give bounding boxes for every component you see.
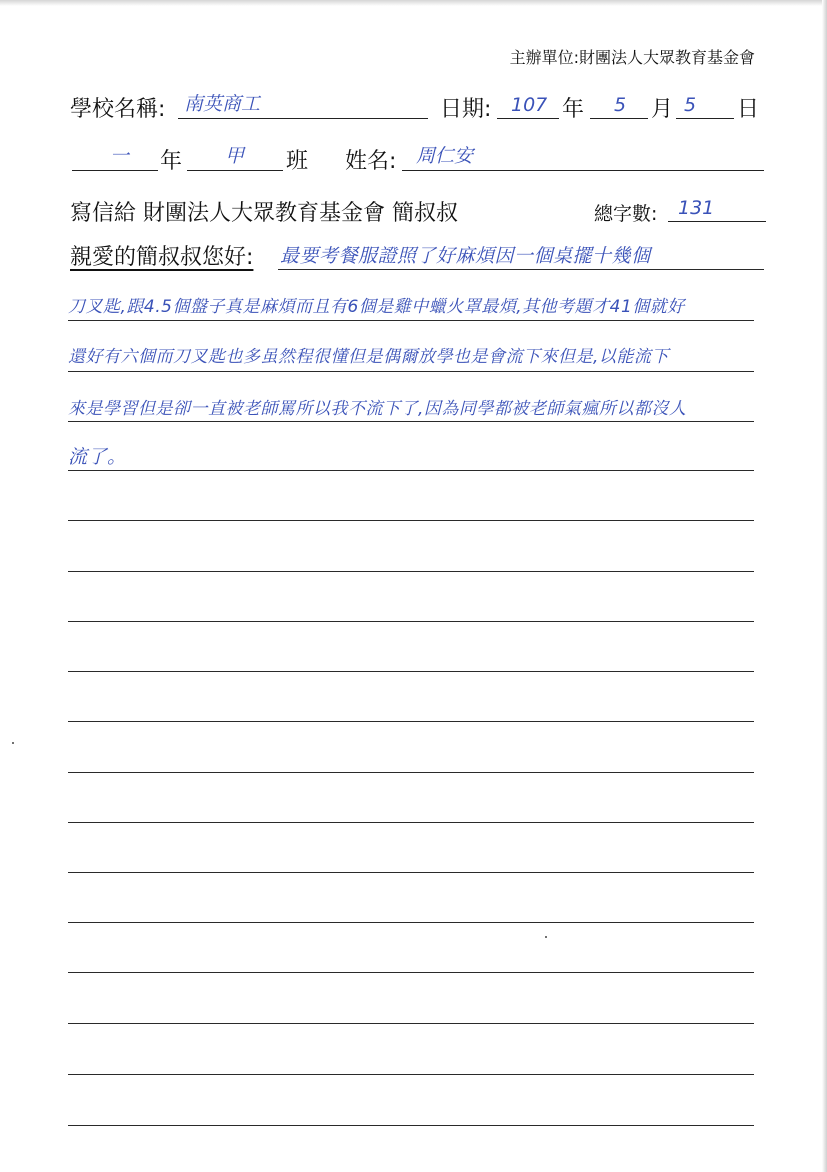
wordcount-field[interactable] <box>668 191 766 222</box>
ruled-line <box>68 621 754 622</box>
ruled-line <box>68 721 754 722</box>
scan-speck <box>12 742 14 744</box>
ruled-line <box>68 822 754 823</box>
ruled-line <box>68 972 754 973</box>
grade-field[interactable] <box>72 140 158 171</box>
date-label: 日期: <box>440 97 492 122</box>
letter-line-1: 最要考餐服證照了好麻煩因一個桌擺十幾個 <box>280 245 651 267</box>
letter-line-4: 來是學習但是卻一直被老師罵所以我不流下了,因為同學都被老師氣瘋所以都沒人 <box>68 399 687 419</box>
class-field[interactable] <box>187 140 283 171</box>
wordcount-label: 總字數: <box>594 203 658 225</box>
date-month-value: 5 <box>614 94 627 116</box>
ruled-line <box>68 470 754 471</box>
letter-recipient: 寫信給 財團法人大眾教育基金會 簡叔叔 <box>70 201 458 226</box>
scan-edge-right <box>822 0 827 1172</box>
letter-line-2: 刀叉匙,跟4.5個盤子真是麻煩而且有6個是雞中蠟火罩最煩,其他考題才41個就好 <box>68 297 685 317</box>
grade-value: 一 <box>110 145 130 167</box>
grade-label: 年 <box>160 149 183 174</box>
school-value: 南英商工 <box>184 93 261 115</box>
date-day-value: 5 <box>684 94 697 116</box>
class-label: 班 <box>286 149 309 174</box>
wordcount-value: 131 <box>678 197 715 219</box>
name-value: 周仁安 <box>416 145 474 167</box>
school-label: 學校名稱: <box>70 97 166 122</box>
ruled-line <box>68 1023 754 1024</box>
ruled-line <box>68 1074 754 1075</box>
ruled-line <box>278 269 764 270</box>
date-day-field[interactable] <box>676 88 734 119</box>
ruled-line <box>68 371 754 372</box>
ruled-line <box>68 320 754 321</box>
letter-line-5: 流了。 <box>68 446 127 468</box>
letter-line-3: 還好有六個而刀叉匙也多虽然程很懂但是偶爾放學也是會流下來但是,以能流下 <box>68 347 669 367</box>
school-field[interactable] <box>178 88 428 119</box>
date-year-value: 107 <box>511 94 548 116</box>
ruled-line <box>68 520 754 521</box>
scan-edge-top <box>0 0 827 6</box>
name-field[interactable] <box>402 140 764 171</box>
organizer-header: 主辦單位:財團法人大眾教育基金會 <box>509 48 755 67</box>
scan-speck <box>545 936 547 938</box>
year-label: 年 <box>562 97 585 122</box>
ruled-line <box>68 571 754 572</box>
ruled-line <box>68 421 754 422</box>
ruled-line <box>68 1125 754 1126</box>
ruled-line <box>68 671 754 672</box>
day-label: 日 <box>737 97 760 122</box>
date-month-field[interactable] <box>590 88 648 119</box>
salutation: 親愛的簡叔叔您好: <box>70 245 254 270</box>
date-year-field[interactable] <box>497 88 559 119</box>
name-label: 姓名: <box>345 149 397 174</box>
salutation-row <box>70 240 253 271</box>
ruled-line <box>68 922 754 923</box>
ruled-line <box>68 772 754 773</box>
class-value: 甲 <box>225 145 245 167</box>
ruled-line <box>68 872 754 873</box>
month-label: 月 <box>651 97 674 122</box>
